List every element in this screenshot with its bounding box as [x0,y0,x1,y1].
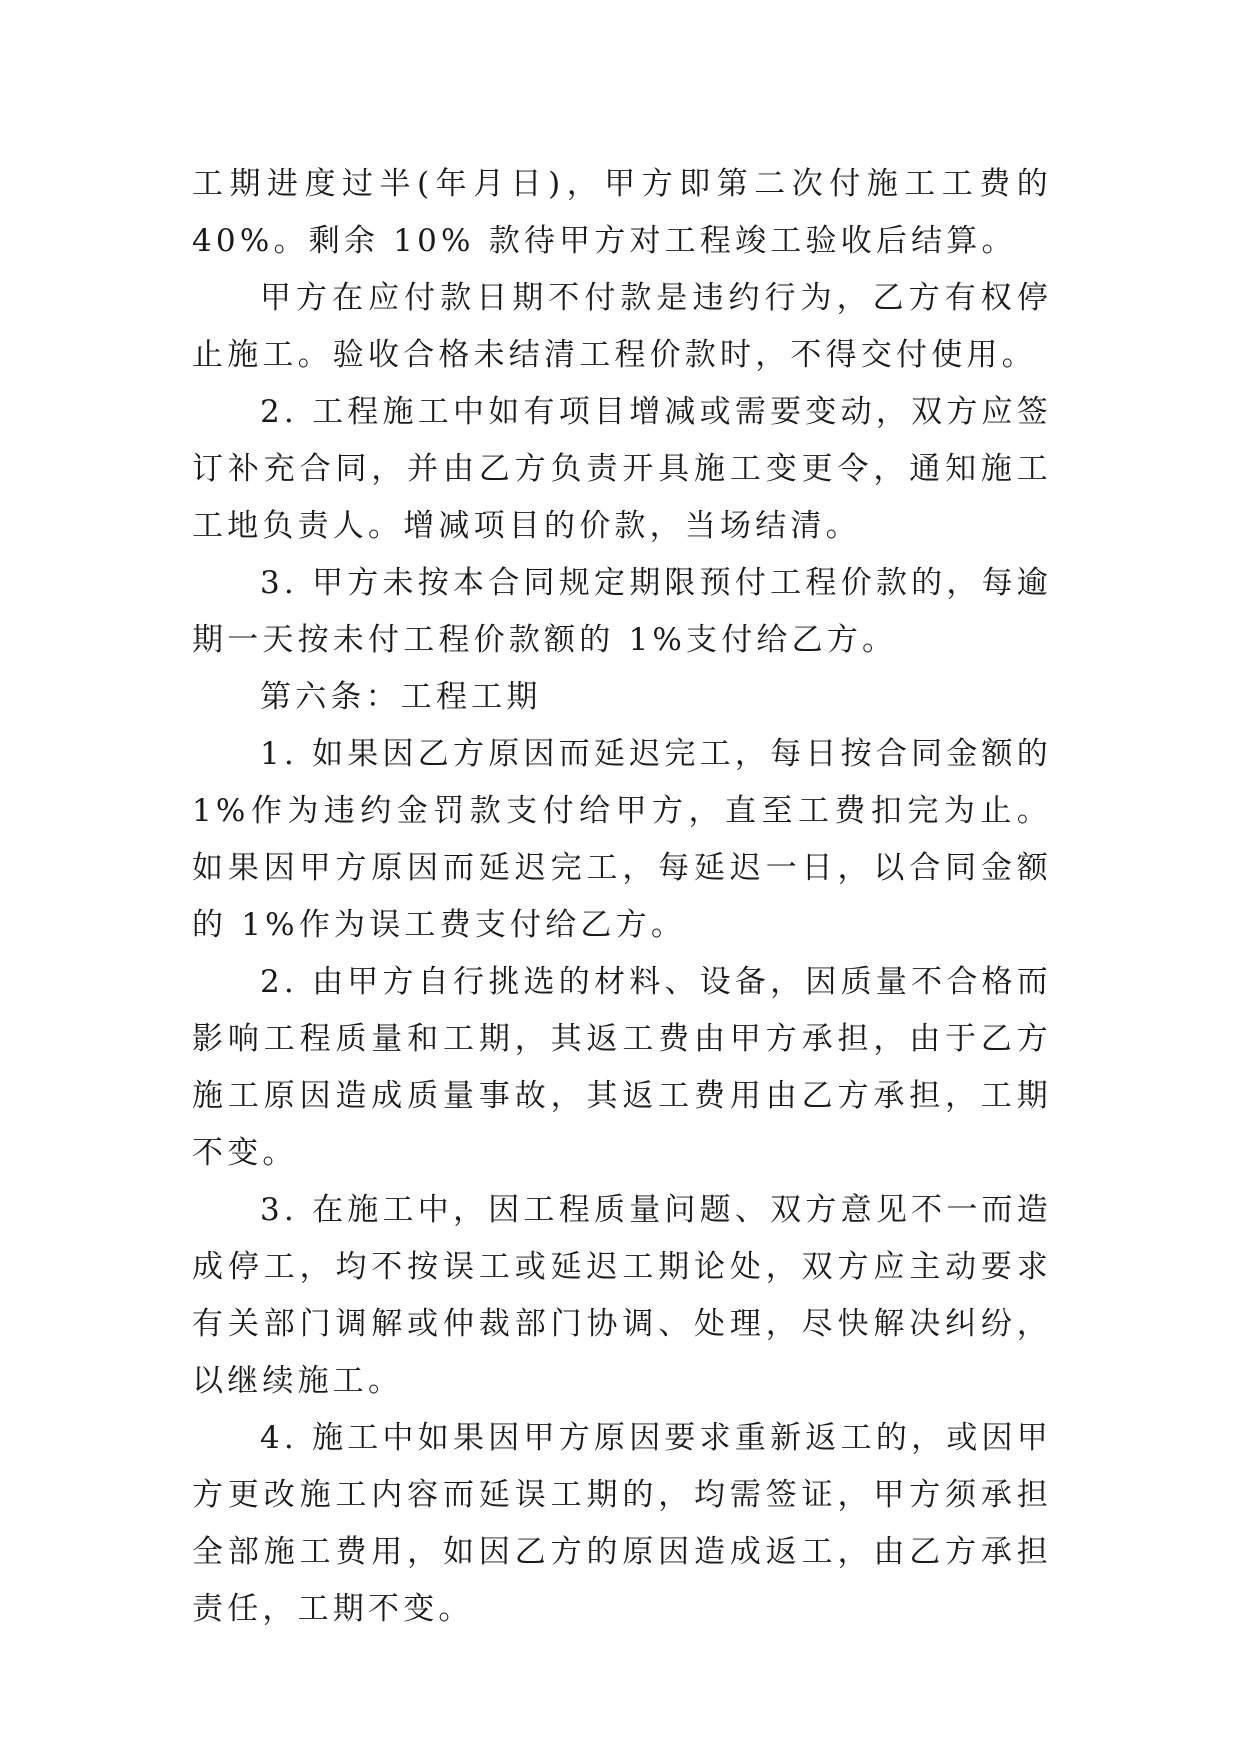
paragraph-late-payment-default: 甲方在应付款日期不付款是违约行为，乙方有权停止施工。验收合格未结清工程价款时，不得交付使用。 [192,280,1052,373]
paragraph-article-6-clause-3: 3. 在施工中，因工程质量问题、双方意见不一而造成停工，均不按误工或延迟工期论处，双方应主动要求有关部门调解或仲裁部门协调、处理，尽快解决纠纷，以继续施工。 [192,1192,1052,1399]
paragraph-payment-schedule: 工期进度过半(年月日)，甲方即第二次付施工工费的 40%。剩余 10% 款待甲方对工程竣工验收后结算。 [192,166,1052,259]
paragraph-article-6-clause-4: 4. 施工中如果因甲方原因要求重新返工的，或因甲方更改施工内容而延误工期的，均需签证，甲方须承担全部施工费用，如因乙方的原因造成返工，由乙方承担责任，工期不变。 [192,1420,1052,1627]
paragraph-article-6-clause-1: 1. 如果因乙方原因而延迟完工，每日按合同金额的 1%作为违约金罚款支付给甲方，直至工费扣完为止。如果因甲方原因而延迟完工，每延迟一日，以合同金额的 1%作为误工费支付给乙方。 [192,736,1052,943]
paragraph-clause-3-overdue-penalty: 3. 甲方未按本合同规定期限预付工程价款的，每逾期一天按未付工程价款额的 1%支付给乙方。 [192,565,1052,658]
paragraph-article-6-clause-2: 2. 由甲方自行挑选的材料、设备，因质量不合格而影响工程质量和工期，其返工费由甲方承担，由于乙方施工原因造成质量事故，其返工费用由乙方承担，工期不变。 [192,964,1052,1171]
section-heading-article-6: 第六条：工程工期 [260,679,542,715]
paragraph-clause-2-changes: 2. 工程施工中如有项目增减或需要变动，双方应签订补充合同，并由乙方负责开具施工变更令，通知施工工地负责人。增减项目的价款，当场结清。 [192,394,1052,544]
document-body [192,156,1052,1638]
